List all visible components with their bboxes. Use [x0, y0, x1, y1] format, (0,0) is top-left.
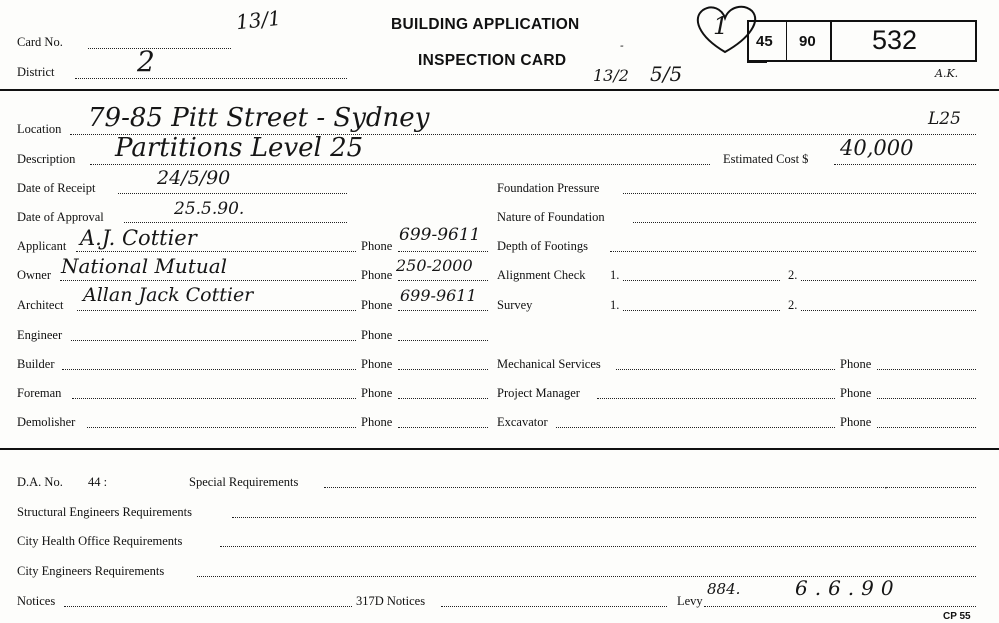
estimated-cost-dotted-line: [834, 164, 976, 165]
owner-phone-value: 250-2000: [396, 256, 473, 275]
architect-value: Allan Jack Cottier: [83, 284, 254, 306]
excavator-phone-label: Phone: [840, 415, 872, 429]
title-line-1: BUILDING APPLICATION: [391, 16, 580, 33]
alignment-check-1-dotted-line: [623, 280, 780, 281]
demolisher-label: Demolisher: [17, 415, 76, 429]
architect-phone-label: Phone: [361, 298, 393, 312]
mechanical-services-dotted-line: [616, 369, 835, 370]
engineer-label: Engineer: [17, 328, 63, 342]
survey-2-label: 2.: [788, 298, 798, 312]
owner-label: Owner: [17, 268, 52, 282]
mechanical-services-label: Mechanical Services: [497, 357, 601, 371]
foundation-pressure-dotted-line: [623, 193, 976, 194]
owner-phone-dotted-line: [398, 280, 488, 281]
code-box-3-value: 532: [872, 25, 918, 55]
engineer-phone-dotted-line: [398, 340, 488, 341]
section-divider: [0, 448, 999, 450]
date-of-receipt-dotted-line: [118, 193, 347, 194]
alignment-check-2-dotted-line: [801, 280, 976, 281]
depth-of-footings-label: Depth of Footings: [497, 239, 588, 253]
owner-phone-label: Phone: [361, 268, 393, 282]
card-no-label: Card No.: [17, 35, 63, 49]
applicant-label: Applicant: [17, 239, 67, 253]
levy-dotted-line: [704, 606, 976, 607]
applicant-phone-value: 699-9611: [399, 225, 481, 245]
levy-label: Levy: [677, 594, 703, 608]
survey-1-label: 1.: [610, 298, 620, 312]
special-requirements-dotted-line: [324, 487, 976, 488]
foundation-pressure-label: Foundation Pressure: [497, 181, 600, 195]
district-label: District: [17, 65, 55, 79]
form-code: CP 55: [943, 611, 971, 622]
notices-317d-label: 317D Notices: [356, 594, 426, 608]
excavator-phone-dotted-line: [877, 427, 976, 428]
project-manager-phone-dotted-line: [877, 398, 976, 399]
levy-date: 6.6.90: [795, 576, 901, 600]
district-dotted-line: [75, 78, 347, 79]
alignment-check-2-label: 2.: [788, 268, 798, 282]
code-box-1-value: 45: [756, 33, 773, 50]
date-of-approval-label: Date of Approval: [17, 210, 104, 224]
estimated-cost-value: 40,000: [840, 136, 914, 160]
da-no-value: 44 :: [88, 475, 108, 489]
project-manager-phone-label: Phone: [840, 386, 872, 400]
foreman-phone-dotted-line: [398, 398, 488, 399]
builder-dotted-line: [62, 369, 356, 370]
levy-value: 884.: [707, 580, 741, 598]
foreman-phone-label: Phone: [361, 386, 393, 400]
demolisher-dotted-line: [87, 427, 356, 428]
excavator-label: Excavator: [497, 415, 548, 429]
date-of-receipt-label: Date of Receipt: [17, 181, 96, 195]
notices-label: Notices: [17, 594, 56, 608]
card-no-value: 13/1: [234, 5, 283, 35]
foreman-label: Foreman: [17, 386, 62, 400]
mechanical-services-phone-label: Phone: [840, 357, 872, 371]
nature-of-foundation-label: Nature of Foundation: [497, 210, 605, 224]
district-value: 2: [137, 45, 155, 78]
health-requirements-dotted-line: [220, 546, 976, 547]
foreman-dotted-line: [72, 398, 356, 399]
stray-mark: ·: [884, 481, 888, 495]
engineer-phone-label: Phone: [361, 328, 393, 342]
header-divider: [0, 89, 999, 91]
alignment-check-1-label: 1.: [610, 268, 620, 282]
applicant-phone-label: Phone: [361, 239, 393, 253]
survey-label: Survey: [497, 298, 533, 312]
code-box-2-value: 90: [799, 33, 816, 50]
structural-requirements-label: Structural Engineers Requirements: [17, 505, 192, 519]
location-value: 79-85 Pitt Street - Sydney: [88, 103, 430, 133]
estimated-cost-label: Estimated Cost $: [723, 152, 809, 166]
nature-of-foundation-dotted-line: [633, 222, 976, 223]
mechanical-services-phone-dotted-line: [877, 369, 976, 370]
applicant-dotted-line: [76, 251, 356, 252]
notices-dotted-line: [64, 606, 352, 607]
applicant-phone-dotted-line: [398, 251, 488, 252]
survey-2-dotted-line: [801, 310, 976, 311]
special-requirements-label: Special Requirements: [189, 475, 299, 489]
date-of-approval-dotted-line: [124, 222, 347, 223]
architect-dotted-line: [77, 310, 356, 311]
owner-dotted-line: [60, 280, 356, 281]
description-value: Partitions Level 25: [115, 133, 364, 163]
project-manager-dotted-line: [597, 398, 835, 399]
builder-phone-dotted-line: [398, 369, 488, 370]
survey-1-dotted-line: [623, 310, 780, 311]
card-no-dotted-line: [88, 48, 231, 49]
excavator-dotted-line: [556, 427, 835, 428]
description-dotted-line: [90, 164, 710, 165]
city-engineers-requirements-label: City Engineers Requirements: [17, 564, 165, 578]
engineer-dotted-line: [71, 340, 356, 341]
architect-phone-value: 699-9611: [400, 286, 477, 305]
applicant-value: A.J. Cottier: [80, 226, 197, 250]
title-line-2: INSPECTION CARD: [418, 52, 567, 69]
location-label: Location: [17, 122, 62, 136]
date-of-approval-value: 25.5.90.: [174, 199, 245, 219]
builder-phone-label: Phone: [361, 357, 393, 371]
da-no-label: D.A. No.: [17, 475, 63, 489]
description-label: Description: [17, 152, 76, 166]
demolisher-phone-label: Phone: [361, 415, 393, 429]
health-requirements-label: City Health Office Requirements: [17, 534, 183, 548]
project-manager-label: Project Manager: [497, 386, 580, 400]
date-of-receipt-value: 24/5/90: [157, 167, 231, 189]
structural-requirements-dotted-line: [232, 517, 976, 518]
alignment-check-label: Alignment Check: [497, 268, 586, 282]
note-date-1: 13/2: [593, 66, 629, 85]
tick-mark: -: [620, 39, 624, 52]
builder-label: Builder: [17, 357, 55, 371]
initials: A.K.: [935, 67, 959, 80]
notices-317d-dotted-line: [441, 606, 667, 607]
owner-value: National Mutual: [61, 254, 228, 278]
code-box-tab: [747, 61, 767, 63]
note-date-2: 5/5: [650, 62, 683, 86]
architect-phone-dotted-line: [398, 310, 488, 311]
depth-of-footings-dotted-line: [610, 251, 976, 252]
circled-number: 1: [713, 12, 729, 40]
architect-label: Architect: [17, 298, 64, 312]
location-note: L25: [928, 109, 961, 129]
demolisher-phone-dotted-line: [398, 427, 488, 428]
